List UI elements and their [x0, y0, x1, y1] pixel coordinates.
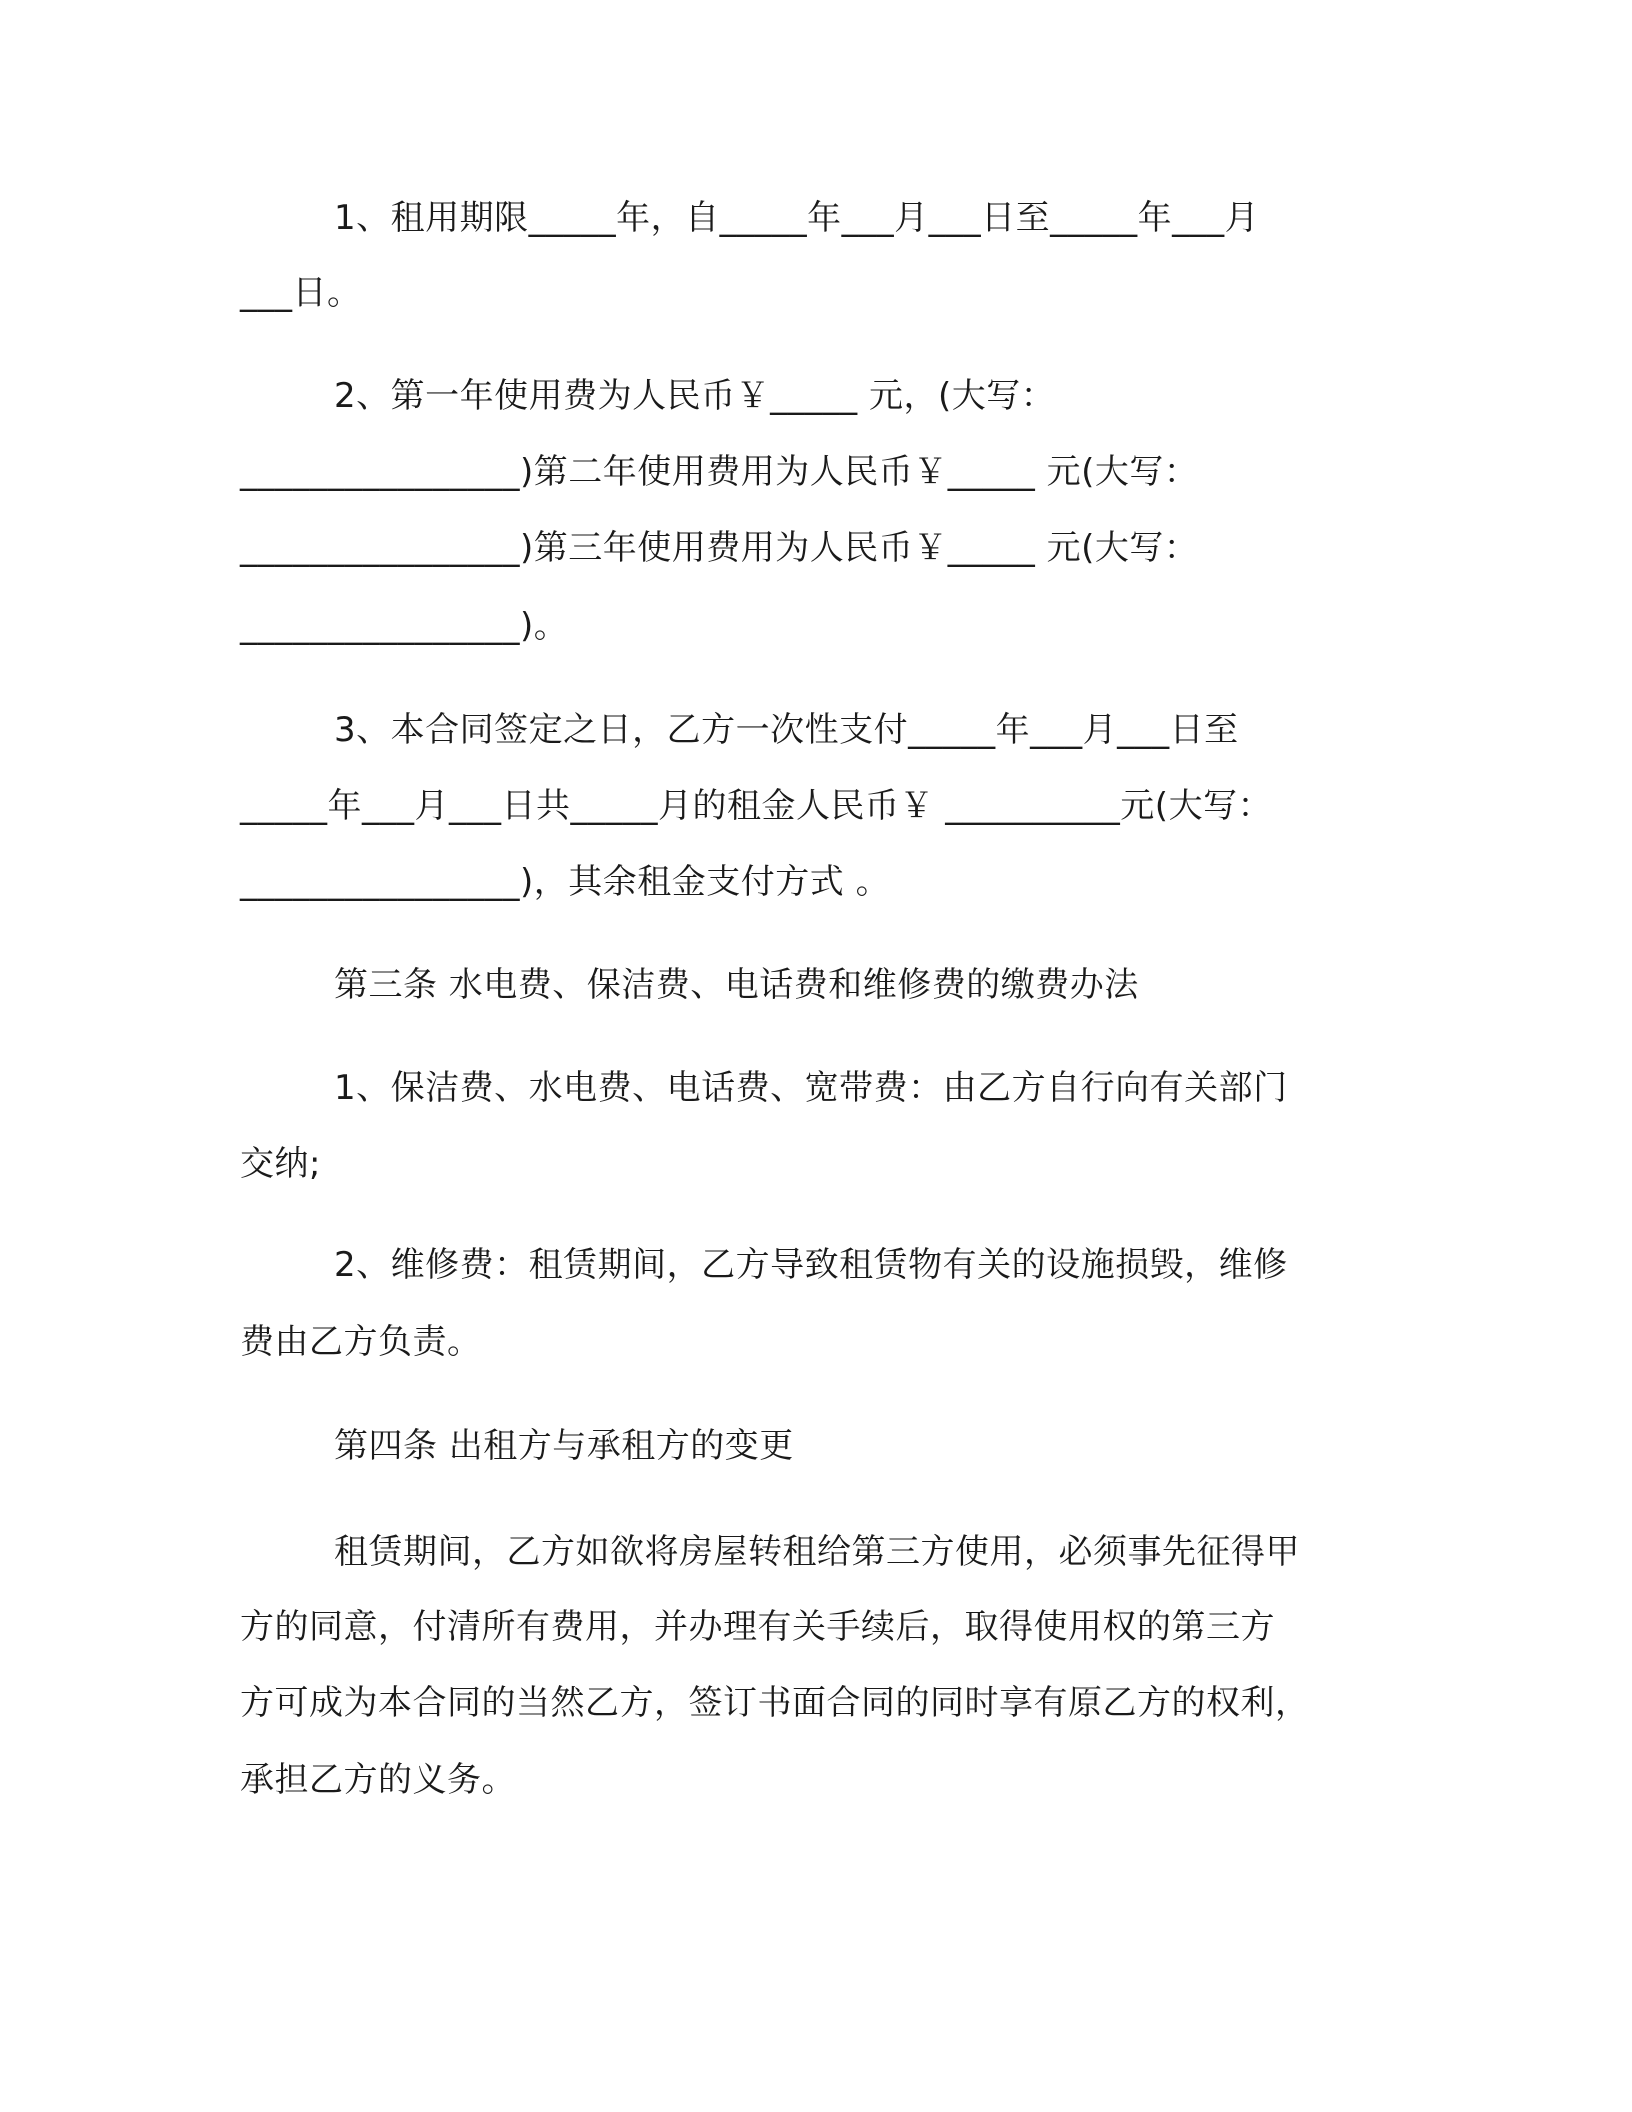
sublease-line-3: 方可成为本合同的当然乙方，签订书面合同的同时享有原乙方的权利， — [240, 1683, 1310, 1723]
payment-line-3: ________________)，其余租金支付方式 。 — [240, 862, 891, 902]
utilities-line-2: 交纳; — [240, 1144, 321, 1184]
article-4-heading: 第四条 出租方与承租方的变更 — [334, 1426, 794, 1466]
article-3-heading: 第三条 水电费、保洁费、电话费和维修费的缴费办法 — [334, 965, 1139, 1005]
fee-year2-line: ________________)第二年使用费用为人民币￥_____ 元(大写： — [240, 452, 1199, 492]
fee-end-line: ________________)。 — [240, 606, 569, 646]
payment-line-2: _____年___月___日共_____月的租金人民币￥ __________元(大写： — [240, 786, 1273, 826]
rent-term-line: 1、租用期限_____年，自_____年___月___日至_____年___月 — [334, 198, 1260, 238]
maintenance-line-1: 2、维修费：租赁期间，乙方导致租赁物有关的设施损毁，维修 — [334, 1245, 1288, 1285]
payment-line-1: 3、本合同签定之日，乙方一次性支付_____年___月___日至 — [334, 710, 1239, 750]
fee-year1-line: 2、第一年使用费为人民币￥_____ 元，(大写： — [334, 376, 1056, 416]
sublease-line-4: 承担乙方的义务。 — [240, 1760, 516, 1800]
sublease-line-2: 方的同意，付清所有费用，并办理有关手续后，取得使用权的第三方 — [240, 1607, 1275, 1647]
sublease-line-1: 租赁期间，乙方如欲将房屋转租给第三方使用，必须事先征得甲 — [334, 1532, 1300, 1572]
utilities-line-1: 1、保洁费、水电费、电话费、宽带费：由乙方自行向有关部门 — [334, 1068, 1288, 1108]
fee-year3-line: ________________)第三年使用费用为人民币￥_____ 元(大写： — [240, 528, 1199, 568]
maintenance-line-2: 费由乙方负责。 — [240, 1322, 482, 1362]
rent-term-line-end: ___日。 — [240, 273, 362, 313]
